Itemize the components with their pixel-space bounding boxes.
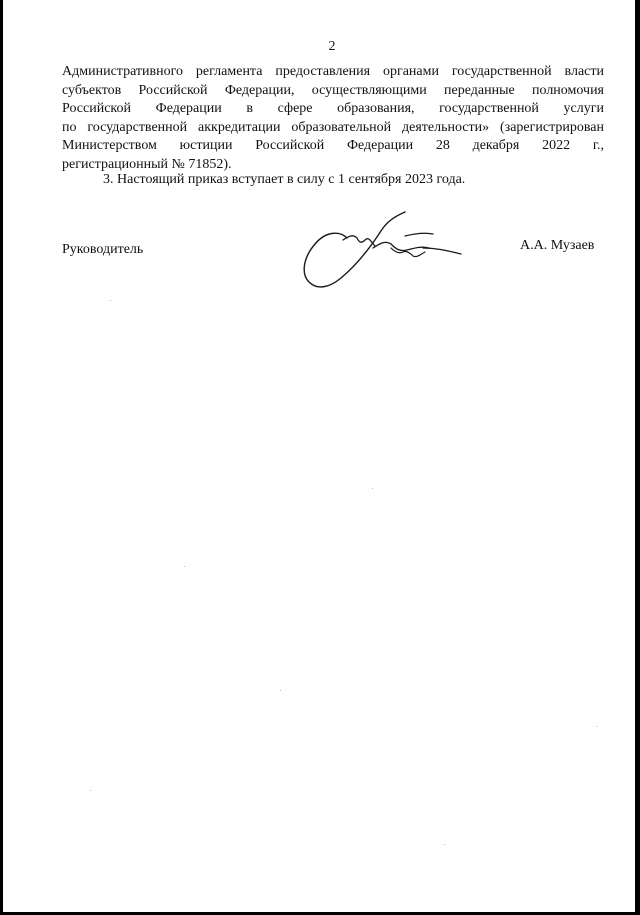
text-line: Министерством юстиции Российской Федерации 28 декабря 2022 г., — [62, 138, 604, 153]
scan-speck — [444, 844, 445, 845]
scan-speck — [110, 300, 111, 301]
signer-name: А.А. Музаев — [520, 238, 595, 253]
page-number: 2 — [328, 39, 336, 54]
signer-title: Руководитель — [62, 242, 144, 257]
scan-speck — [90, 790, 91, 791]
scan-speck — [280, 690, 281, 691]
scan-speck — [372, 488, 373, 489]
scan-speck — [184, 566, 185, 567]
text-line: регистрационный № 71852). — [62, 156, 232, 172]
scan-right-edge — [635, 0, 640, 915]
continuation-paragraph — [62, 63, 604, 174]
text-line: субъектов Российской Федерации, осуществляющими переданные полномочия — [62, 82, 604, 98]
scan-left-edge — [0, 0, 3, 915]
text-line: Административного регламента предоставления органами государственной власти — [62, 64, 604, 79]
handwritten-signature — [295, 208, 465, 293]
text-line: Российской Федерации в сфере образования, государственной услуги — [62, 101, 604, 116]
paragraph-3: 3. Настоящий приказ вступает в силу с 1 сентября 2023 года. — [103, 172, 466, 187]
text-line: по государственной аккредитации образовательной деятельности» (зарегистрирован — [62, 119, 604, 135]
scan-speck — [596, 726, 597, 727]
